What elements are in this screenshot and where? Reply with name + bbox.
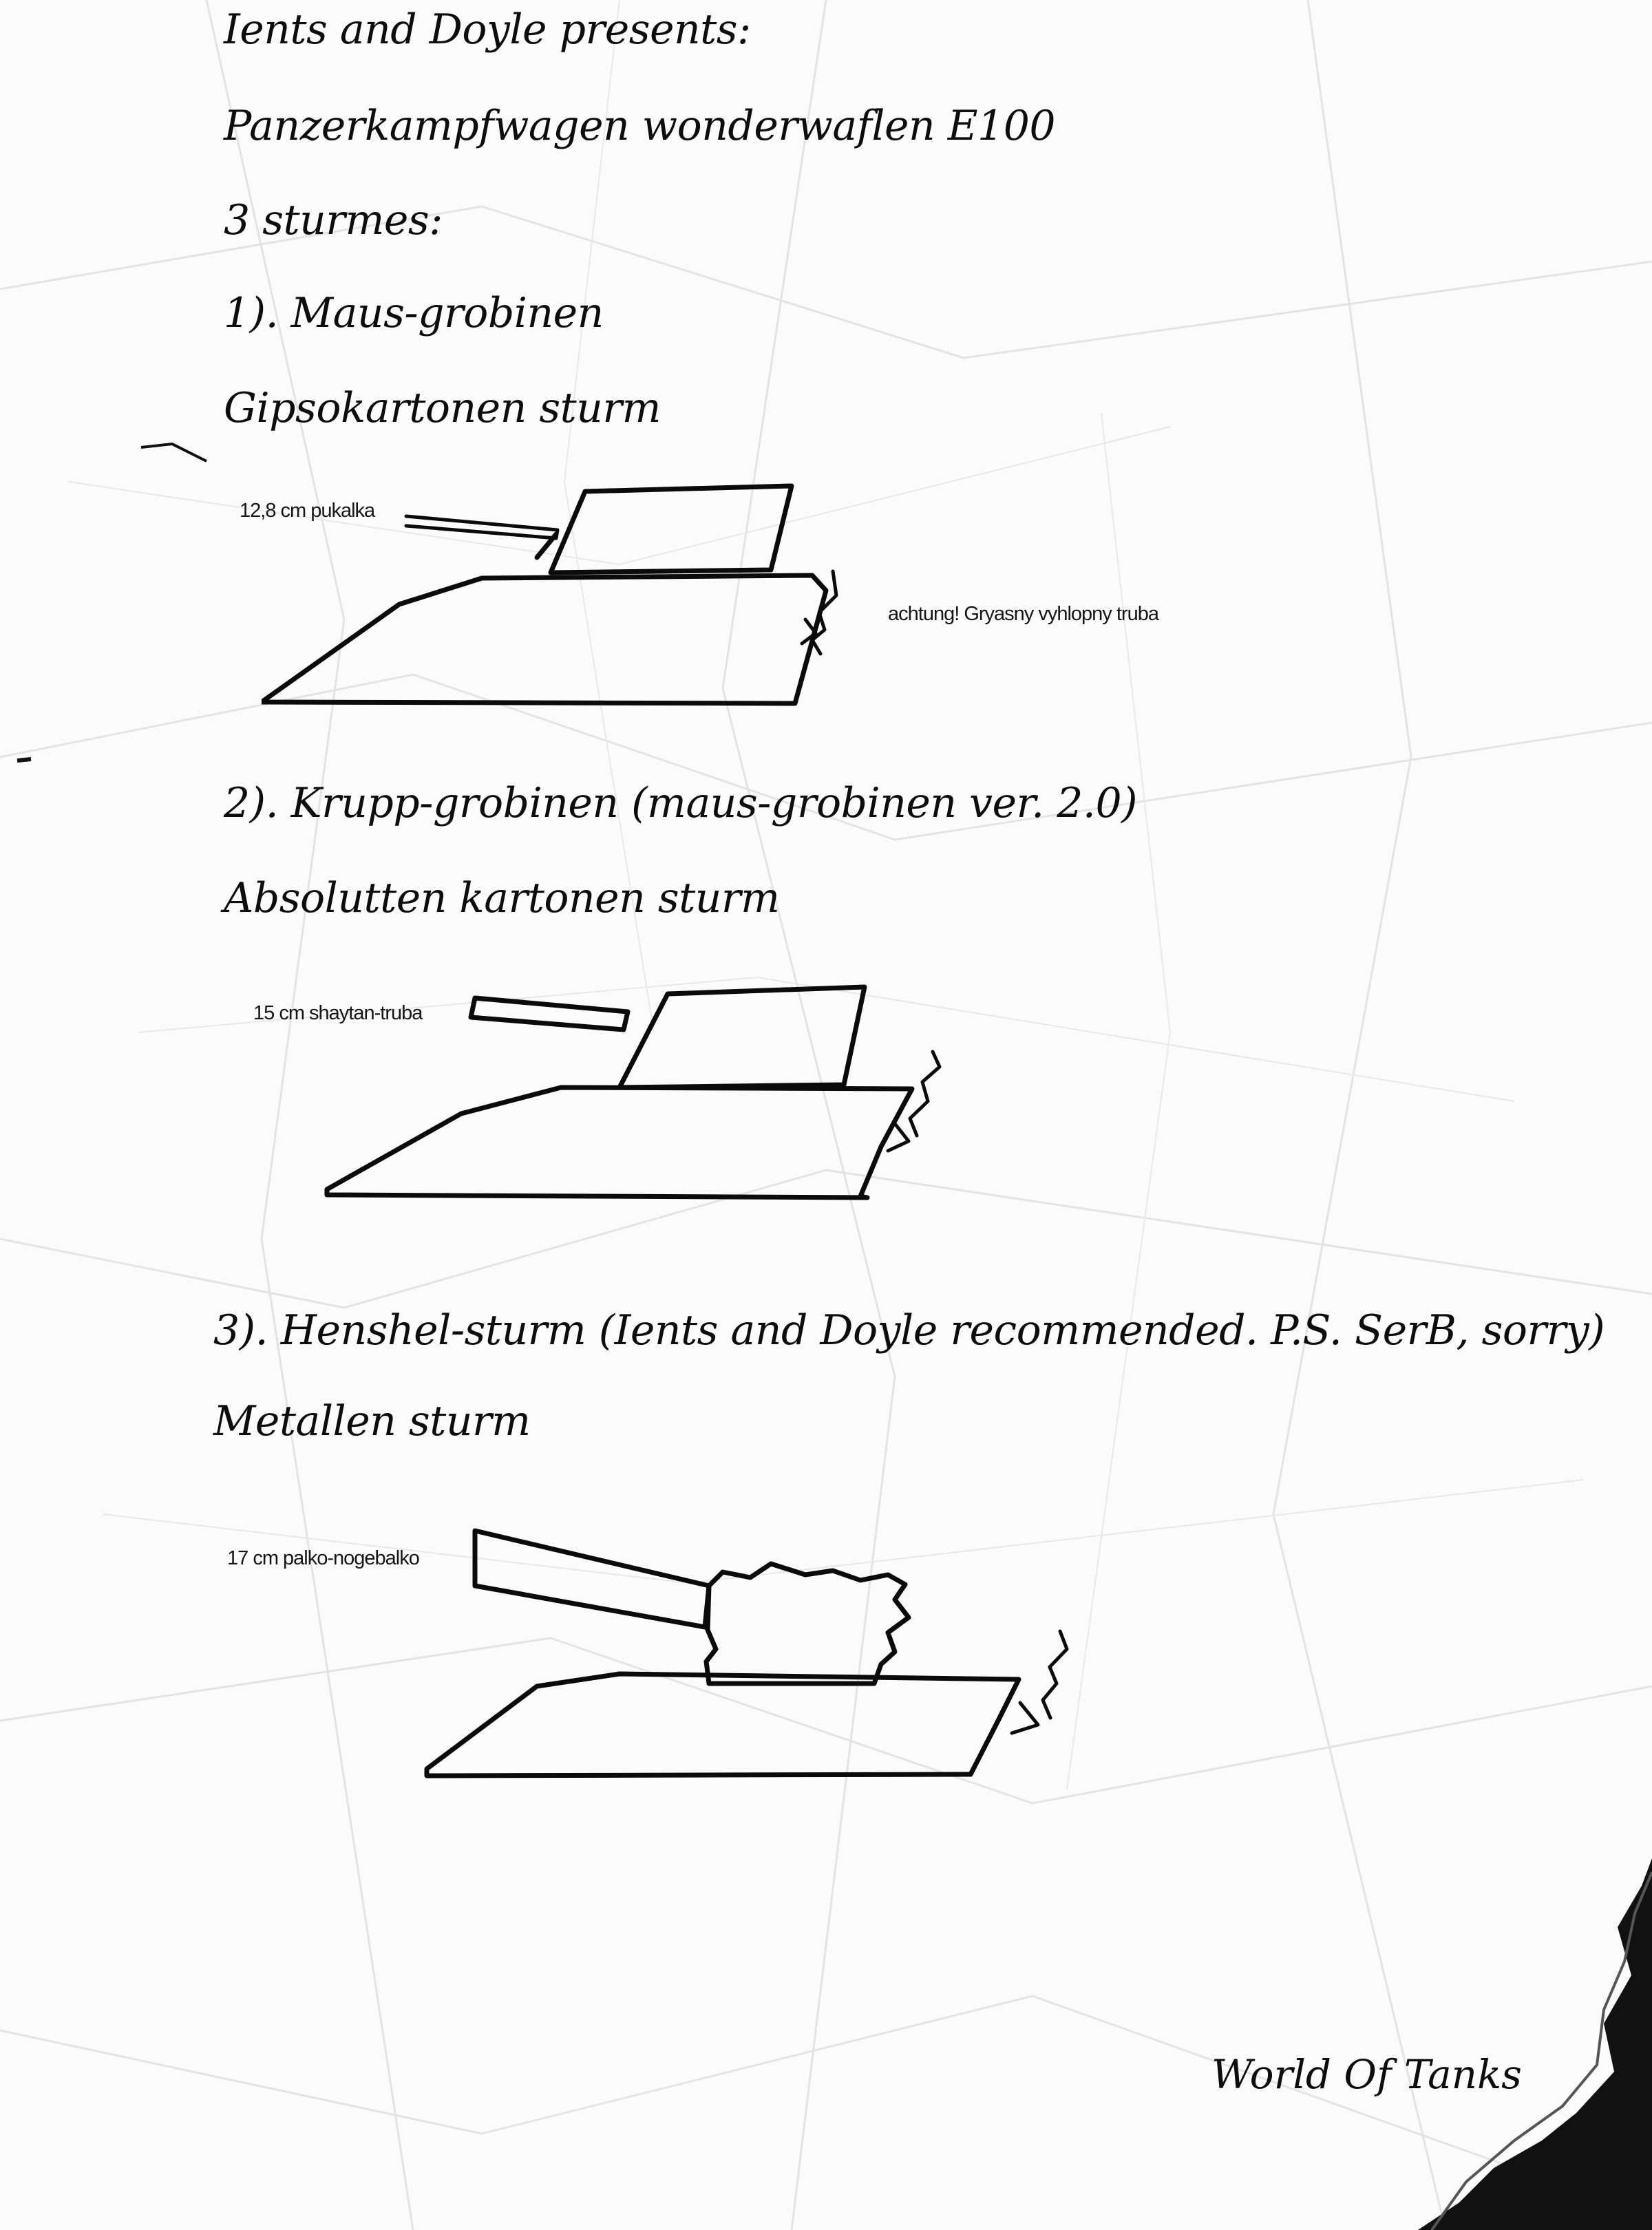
tank-1-turret: [551, 486, 792, 573]
tank-1-svg: [262, 475, 867, 723]
tank-3-hull: [427, 1674, 1019, 1776]
tank-2-hull: [327, 1087, 912, 1198]
tank-2-drawing: [317, 970, 991, 1204]
tank-3-gun: [475, 1531, 709, 1627]
tank-2-svg: [317, 970, 991, 1204]
tank-1-gun: [406, 516, 558, 538]
tank-2-gun: [471, 998, 628, 1030]
tank-1-hull: [262, 575, 826, 703]
section-1-gun-label: 12,8 cm pukalka: [240, 500, 375, 522]
tank-3-drawing: [420, 1514, 1081, 1790]
tank-3-svg: [420, 1514, 1081, 1790]
section-2-heading: 2). Krupp-grobinen (maus-grobinen ver. 2.0): [224, 779, 1138, 827]
footer-signature: World Of Tanks: [1211, 2051, 1522, 2098]
section-2-subheading: Absolutten kartonen sturm: [224, 874, 780, 922]
section-1-annotation: achtung! Gryasny vyhlopny truba: [888, 603, 1158, 625]
section-2-gun-label: 15 cm shaytan-truba: [253, 1002, 423, 1024]
tank-3-exhaust-detail: [1012, 1703, 1038, 1733]
tank-1-drawing: [262, 475, 867, 723]
section-1-subheading: Gipsokartonen sturm: [224, 384, 661, 432]
tank-2-exhaust: [910, 1052, 940, 1136]
tank-1-exhaust: [812, 571, 836, 654]
tank-3-turret: [706, 1564, 909, 1684]
section-1-heading: 1). Maus-grobinen: [224, 289, 604, 337]
tank-2-turret: [620, 987, 865, 1087]
intro-line: Ients and Doyle presents:: [224, 6, 751, 54]
section-3-subheading: Metallen sturm: [213, 1397, 531, 1445]
document-subtitle: 3 sturmes:: [224, 196, 443, 244]
section-3-gun-label: 17 cm palko-nogebalko: [227, 1547, 419, 1569]
tank-3-exhaust: [1043, 1631, 1067, 1718]
document-title: Panzerkampfwagen wonderwaflen E100: [224, 102, 1056, 150]
section-3-heading: 3). Henshel-sturm (Ients and Doyle recommended. P.S. SerB, sorry): [213, 1306, 1605, 1355]
